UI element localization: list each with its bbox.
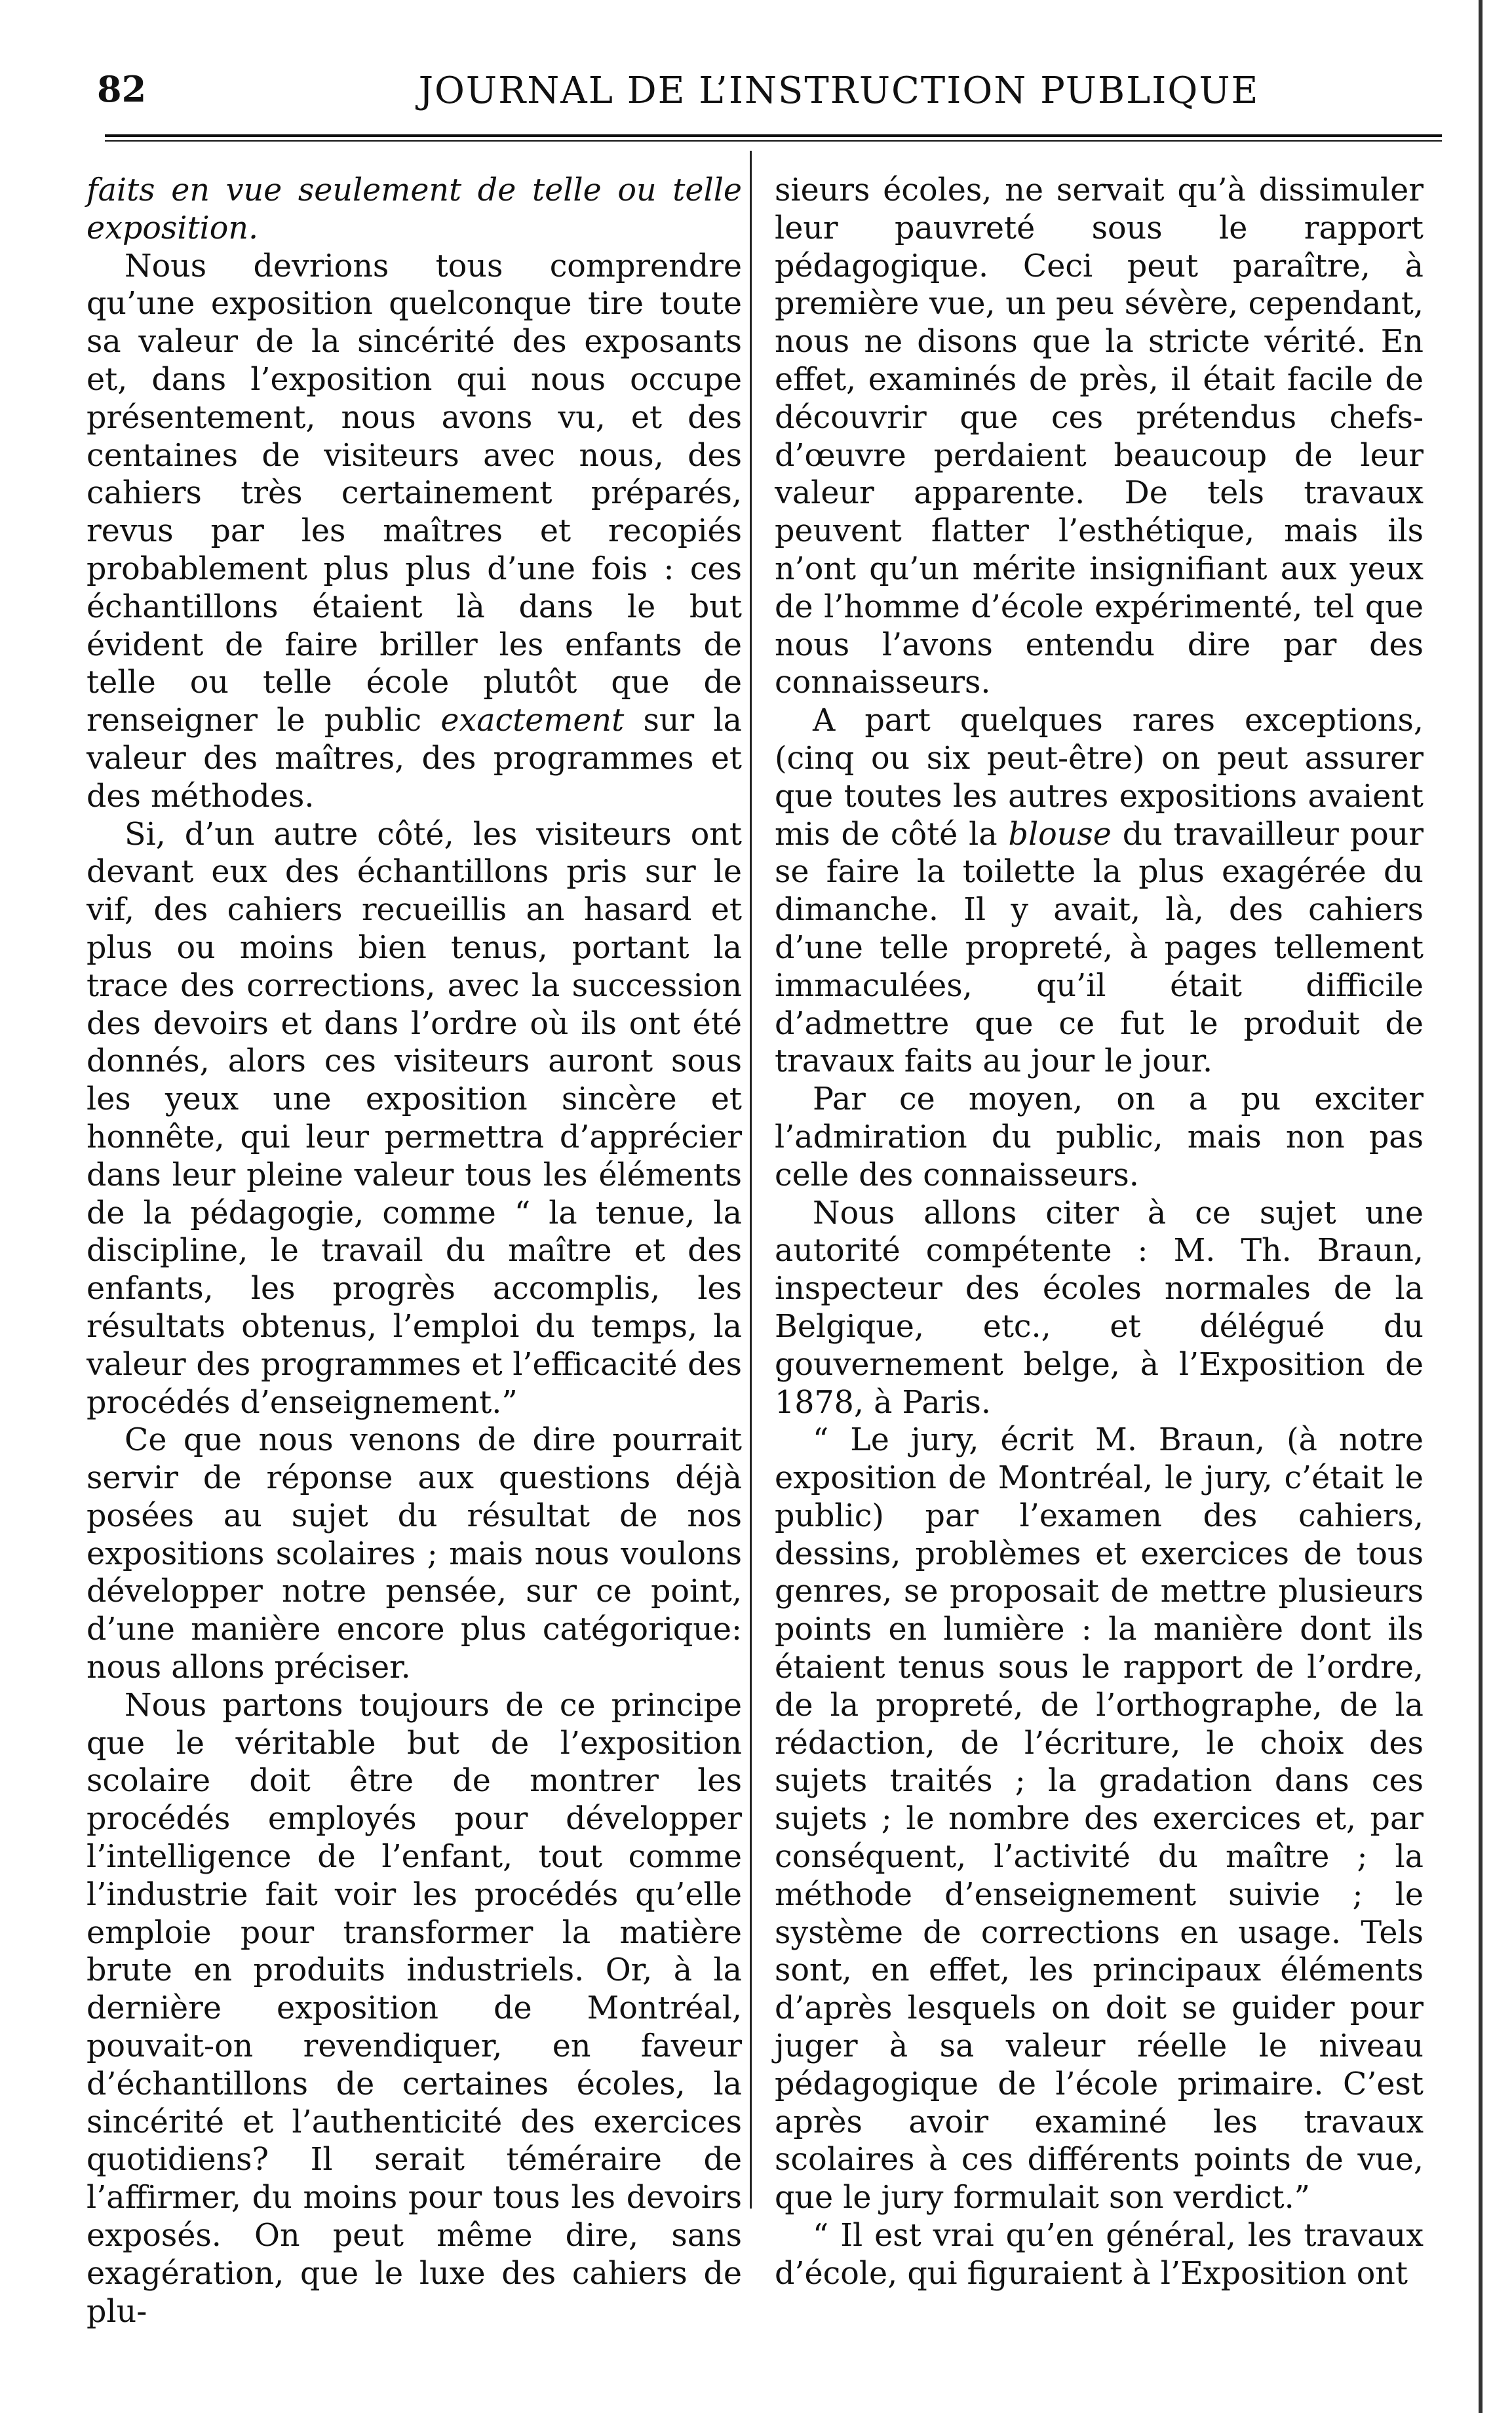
page-number: 82 [97, 68, 147, 110]
emphasis: blouse [1008, 816, 1112, 853]
paragraph: “ Le jury, écrit M. Braun, (à notre exposition de Montréal, le jury, c’était le public) par l’examen des cahiers, dessins, problèmes et exercices de tous genres, se proposait de mettre plusieurs points en lumière : la manière dont ils étaient tenus sous le rapport de l’ordre, de la propreté, de l’orthographe, de la rédaction, de l’écriture, le choix des sujets traités ; la gradation dans ces sujets ; le nombre des exercices et, par conséquent, l’activité du maître ; la méthode d’enseignement suivie ; le système de corrections en usage. Tels sont, en effet, les principaux éléments d’après lesquels on doit se guider pour juger à sa valeur réelle le niveau pédagogique de l’école primaire. C’est après avoir examiné les travaux scolaires à ces différents points de vue, que le jury formulait son verdict.” [775, 1422, 1424, 2216]
paragraph [775, 702, 1424, 1081]
emphasis: exactement [440, 703, 625, 739]
paragraph-text: A part quelques rares exceptions, (cinq ou six peut-être) on peut assurer que toutes les autres expositions avaient mis de côté la [775, 703, 1424, 853]
paragraph-text: Nous devrions tous comprendre qu’une exposition quelconque tire toute sa valeur de la sincérité des exposants et, dans l’exposition qui nous occupe présentement, nous avons vu, et des centaines de visiteurs avec nous, des cahiers très certainement préparés, revus par les maîtres et recopiés probablement plus plus d’une fois : ces échantillons étaient là dans le but évident de faire briller les enfants de telle ou telle école plutôt que de renseigner le public [87, 248, 742, 739]
paragraph: Nous allons citer à ce sujet une autorité compétente : M. Th. Braun, inspecteur des écoles normales de la Belgique, etc., et délégué du gouvernement belge, à l’Exposition de 1878, à Paris. [775, 1195, 1424, 1421]
paragraph-text: du travailleur pour se faire la toilette la plus exagérée du dimanche. Il y avait, là, des cahiers d’une telle propreté, à pages tellement immaculées, qu’il était difficile d’admettre que ce fut le produit de travaux faits au jour le jour. [775, 816, 1424, 1080]
right-column [775, 172, 1424, 2293]
paragraph: Ce que nous venons de dire pourrait servir de réponse aux questions déjà posées au sujet du résultat de nos expositions scolaires ; mais nous voulons développer notre pensée, sur ce point, d’une manière encore plus catégorique: nous allons préciser. [87, 1422, 742, 1686]
paragraph: Par ce moyen, on a pu exciter l’admiration du public, mais non pas celle des connaisseurs. [775, 1081, 1424, 1193]
paragraph-text: sur la valeur des maîtres, des programmes et des méthodes. [87, 703, 742, 815]
header-rule-thick [105, 134, 1442, 137]
column-divider [750, 151, 752, 2209]
header-rule-thin [105, 140, 1442, 142]
running-title: JOURNAL DE L’INSTRUCTION PUBLIQUE [418, 69, 1260, 112]
paragraph: sieurs écoles, ne servait qu’à dissimuler leur pauvreté sous le rapport pédagogique. Ceci peut paraître, à première vue, un peu sévère, cependant, nous ne disons que la stricte vérité. En effet, examinés de près, il était facile de découvrir que ces prétendus chefs-d’œuvre perdaient beaucoup de leur valeur apparente. De tels travaux peuvent flatter l’esthétique, mais ils n’ont qu’un mérite insignifiant aux yeux de l’homme d’école expérimenté, tel que nous l’avons entendu dire par des connaisseurs. [775, 172, 1424, 701]
page-edge [1479, 0, 1483, 2413]
left-column [87, 172, 742, 2330]
paragraph: faits en vue seulement de telle ou telle exposition. [87, 172, 742, 246]
paragraph: “ Il est vrai qu’en général, les travaux d’école, qui figuraient à l’Exposition ont [775, 2218, 1424, 2292]
paragraph [87, 248, 742, 816]
paragraph: Nous partons toujours de ce principe que le véritable but de l’exposition scolaire doit être de montrer les procédés employés pour développer l’intelligence de l’enfant, tout comme l’industrie fait voir les procédés qu’elle emploie pour transformer la matière brute en produits industriels. Or, à la dernière exposition de Montréal, pouvait-on revendiquer, en faveur d’échantillons de certaines écoles, la sincérité et l’authenticité des exercices quotidiens? Il serait téméraire de l’affirmer, du moins pour tous les devoirs exposés. On peut même dire, sans exagération, que le luxe des cahiers de plu- [87, 1687, 742, 2330]
paragraph: Si, d’un autre côté, les visiteurs ont devant eux des échantillons pris sur le vif, des cahiers recueillis an hasard et plus ou moins bien tenus, portant la trace des corrections, avec la succession des devoirs et dans l’ordre où ils ont été donnés, alors ces visiteurs auront sous les yeux une exposition sincère et honnête, qui leur permettra d’apprécier dans leur pleine valeur tous les éléments de la pédagogie, comme “ la tenue, la discipline, le travail du maître et des enfants, les progrès accomplis, les résultats obtenus, l’emploi du temps, la valeur des programmes et l’efficacité des procédés d’enseignement.” [87, 816, 742, 1421]
